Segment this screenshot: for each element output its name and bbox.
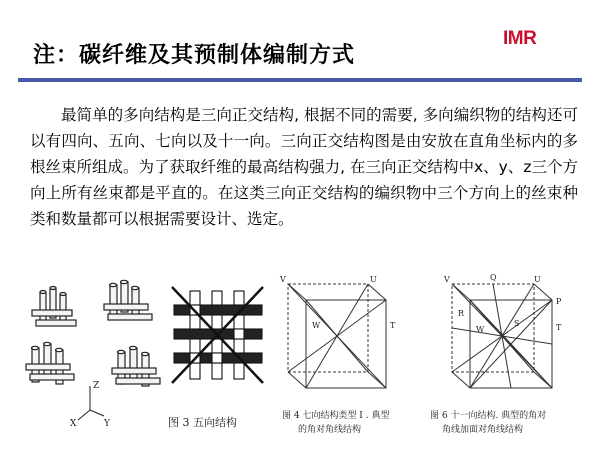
axis-y-label: Y: [104, 419, 110, 429]
fig6-label-s: S: [514, 319, 520, 328]
imr-logo: [503, 28, 565, 50]
figure-eleven-direction-cube: [440, 270, 580, 405]
fig6-label-r: R: [458, 309, 465, 318]
fig6-label-w: W: [476, 325, 485, 334]
fig4-label-u: U: [370, 275, 377, 284]
axis-z-label: Z: [93, 381, 100, 391]
fig6-label-u: U: [534, 275, 541, 284]
slide-title: 注：碳纤维及其预制体编制方式: [33, 43, 356, 68]
figure-4-caption-line2: 的角对角线结构: [298, 425, 362, 435]
figure-6-caption-line2: 角线加面对角线结构: [442, 425, 524, 435]
figure-4-caption-line1: 图 4 七向结构类型 Ⅰ . 典型: [282, 411, 390, 421]
fig4-label-t: T: [390, 321, 396, 330]
axis-x-label: X: [70, 419, 77, 429]
fig6-label-p: P: [556, 297, 562, 306]
logo-text: IMR: [503, 28, 537, 49]
figure-five-direction-structure: [170, 285, 265, 385]
title-underline: [18, 78, 582, 82]
fig4-label-v: V: [280, 275, 286, 284]
fig6-label-t: T: [556, 323, 562, 332]
figure-seven-direction-cube: [278, 270, 418, 405]
fig4-label-w: W: [312, 321, 321, 330]
fig6-label-q: Q: [490, 273, 497, 282]
figure-6-caption-line1: 图 6 十一向结构. 典型的角对: [430, 411, 547, 421]
fig6-label-v: V: [444, 275, 450, 284]
body-paragraph: 最简单的多向结构是三向正交结构, 根据不同的需要, 多向编织物的结构还可以有四向、五向、七向以及十一向。三向正交结构图是由安放在直角坐标内的多根丝束所组成。为了获取纤维的最高结构强力, 在三向正交结构中x、y、z三个方向上所有丝束都是平直的。在这类三向正交结构的编织物中三个方向上的丝束种类和数量都可以根据需要设计、选定。: [30, 106, 578, 228]
figure-3-caption: 图 3 五向结构: [168, 416, 237, 429]
figure-multidirectional-structures: [22, 270, 172, 430]
